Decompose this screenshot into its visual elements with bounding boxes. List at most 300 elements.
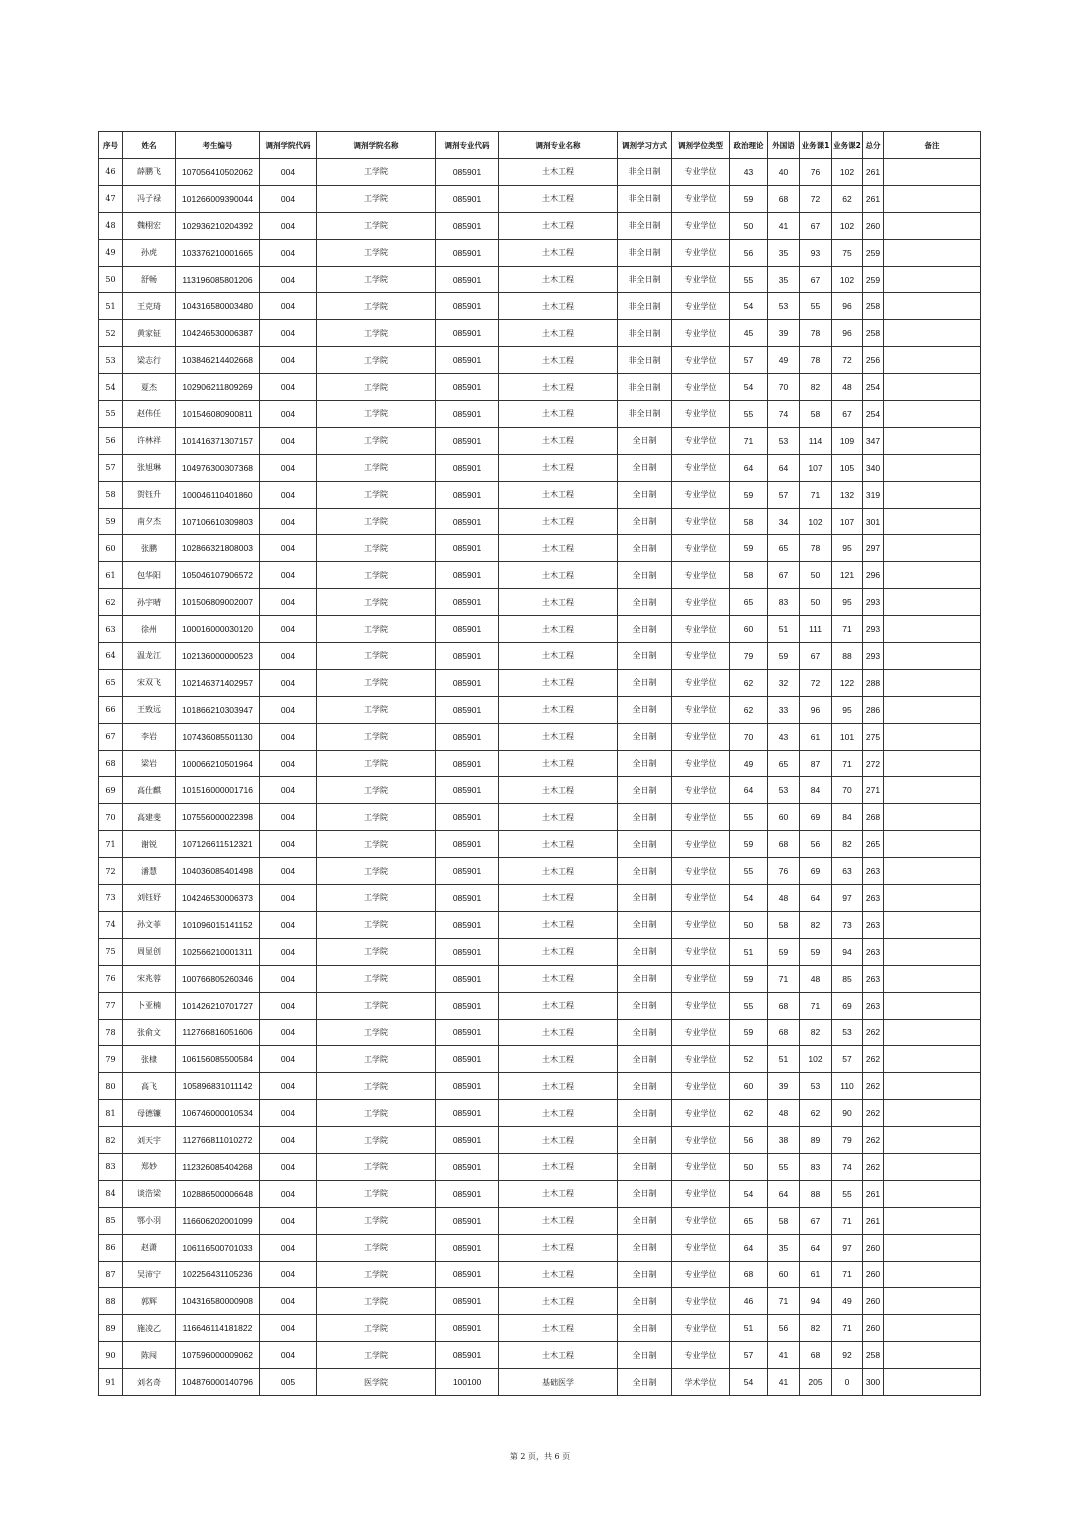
cell-college-name: 工学院 — [317, 1073, 436, 1100]
cell-total: 261 — [863, 1207, 884, 1234]
cell-total: 265 — [863, 831, 884, 858]
cell-total: 263 — [863, 911, 884, 938]
table-row — [99, 427, 981, 454]
cell-exam-id: 100046110401860 — [176, 481, 260, 508]
cell-name: 高飞 — [123, 1073, 176, 1100]
cell-major-code: 085901 — [436, 239, 499, 266]
cell-college-name: 工学院 — [317, 401, 436, 428]
cell-subject1: 64 — [800, 1234, 832, 1261]
cell-college-code: 004 — [260, 1207, 317, 1234]
cell-subject2: 71 — [832, 750, 863, 777]
table-row — [99, 992, 981, 1019]
cell-total: 258 — [863, 293, 884, 320]
cell-total: 263 — [863, 938, 884, 965]
cell-politics: 71 — [730, 427, 768, 454]
cell-degree-type: 专业学位 — [672, 911, 730, 938]
table-row — [99, 401, 981, 428]
cell-college-name: 工学院 — [317, 965, 436, 992]
table-row — [99, 1234, 981, 1261]
cell-subject1: 61 — [800, 1261, 832, 1288]
cell-seq: 69 — [99, 777, 123, 804]
cell-seq: 66 — [99, 696, 123, 723]
cell-politics: 43 — [730, 159, 768, 186]
cell-major-name: 土木工程 — [499, 938, 618, 965]
cell-politics: 54 — [730, 374, 768, 401]
header-remarks: 备注 — [884, 132, 981, 159]
cell-major-name: 土木工程 — [499, 723, 618, 750]
cell-remarks — [884, 669, 981, 696]
table-row — [99, 374, 981, 401]
table-row — [99, 723, 981, 750]
cell-remarks — [884, 965, 981, 992]
cell-politics: 56 — [730, 1127, 768, 1154]
cell-major-name: 土木工程 — [499, 347, 618, 374]
cell-study-mode: 非全日制 — [618, 293, 672, 320]
cell-major-name: 土木工程 — [499, 831, 618, 858]
cell-study-mode: 全日制 — [618, 1234, 672, 1261]
cell-study-mode: 全日制 — [618, 1261, 672, 1288]
cell-remarks — [884, 239, 981, 266]
cell-remarks — [884, 562, 981, 589]
cell-major-name: 土木工程 — [499, 1234, 618, 1261]
cell-college-code: 004 — [260, 1342, 317, 1369]
cell-study-mode: 全日制 — [618, 1100, 672, 1127]
cell-remarks — [884, 1369, 981, 1396]
cell-major-code: 085901 — [436, 1019, 499, 1046]
cell-seq: 89 — [99, 1315, 123, 1342]
cell-foreign-language: 40 — [768, 159, 800, 186]
table-row — [99, 696, 981, 723]
cell-study-mode: 全日制 — [618, 643, 672, 670]
cell-study-mode: 非全日制 — [618, 374, 672, 401]
cell-degree-type: 专业学位 — [672, 185, 730, 212]
cell-seq: 57 — [99, 454, 123, 481]
cell-subject2: 96 — [832, 293, 863, 320]
cell-exam-id: 105046107906572 — [176, 562, 260, 589]
table-row — [99, 1127, 981, 1154]
cell-subject2: 105 — [832, 454, 863, 481]
cell-major-code: 085901 — [436, 858, 499, 885]
cell-college-code: 004 — [260, 1288, 317, 1315]
cell-major-name: 土木工程 — [499, 508, 618, 535]
cell-study-mode: 非全日制 — [618, 212, 672, 239]
cell-name: 刘天宇 — [123, 1127, 176, 1154]
cell-major-code: 085901 — [436, 185, 499, 212]
cell-name: 宋双飞 — [123, 669, 176, 696]
cell-name: 母德镰 — [123, 1100, 176, 1127]
table-row — [99, 185, 981, 212]
cell-subject1: 78 — [800, 535, 832, 562]
header-exam-id: 考生编号 — [176, 132, 260, 159]
cell-name: 冯子禄 — [123, 185, 176, 212]
cell-exam-id: 107556000022398 — [176, 804, 260, 831]
cell-major-code: 085901 — [436, 723, 499, 750]
cell-name: 鄂小羽 — [123, 1207, 176, 1234]
cell-name: 孙文菲 — [123, 911, 176, 938]
cell-exam-id: 104316580003480 — [176, 293, 260, 320]
table-row — [99, 239, 981, 266]
cell-politics: 46 — [730, 1288, 768, 1315]
cell-subject1: 102 — [800, 1046, 832, 1073]
table-row — [99, 535, 981, 562]
cell-college-name: 工学院 — [317, 723, 436, 750]
cell-major-code: 085901 — [436, 427, 499, 454]
cell-seq: 65 — [99, 669, 123, 696]
cell-politics: 58 — [730, 508, 768, 535]
cell-exam-id: 101546080900811 — [176, 401, 260, 428]
cell-major-name: 土木工程 — [499, 1019, 618, 1046]
cell-exam-id: 101516000001716 — [176, 777, 260, 804]
cell-remarks — [884, 185, 981, 212]
cell-college-code: 004 — [260, 481, 317, 508]
cell-name: 魏栩宏 — [123, 212, 176, 239]
cell-name: 张鹏 — [123, 535, 176, 562]
cell-major-name: 土木工程 — [499, 320, 618, 347]
cell-college-code: 004 — [260, 938, 317, 965]
table-row — [99, 750, 981, 777]
cell-name: 潘慧 — [123, 858, 176, 885]
cell-major-code: 085901 — [436, 1046, 499, 1073]
table-row — [99, 885, 981, 912]
cell-seq: 82 — [99, 1127, 123, 1154]
cell-study-mode: 全日制 — [618, 1046, 672, 1073]
cell-subject2: 71 — [832, 1315, 863, 1342]
cell-exam-id: 102906211809269 — [176, 374, 260, 401]
cell-college-code: 004 — [260, 831, 317, 858]
cell-exam-id: 107596000009062 — [176, 1342, 260, 1369]
cell-degree-type: 专业学位 — [672, 831, 730, 858]
cell-exam-id: 101266009390044 — [176, 185, 260, 212]
cell-subject2: 110 — [832, 1073, 863, 1100]
cell-college-name: 工学院 — [317, 347, 436, 374]
cell-exam-id: 107126611512321 — [176, 831, 260, 858]
cell-college-name: 工学院 — [317, 535, 436, 562]
cell-study-mode: 全日制 — [618, 669, 672, 696]
cell-study-mode: 全日制 — [618, 562, 672, 589]
cell-subject1: 82 — [800, 374, 832, 401]
cell-name: 谢锐 — [123, 831, 176, 858]
cell-college-name: 工学院 — [317, 266, 436, 293]
cell-subject2: 71 — [832, 1261, 863, 1288]
cell-major-code: 085901 — [436, 1315, 499, 1342]
cell-college-code: 004 — [260, 508, 317, 535]
cell-subject1: 88 — [800, 1180, 832, 1207]
cell-total: 347 — [863, 427, 884, 454]
cell-college-code: 004 — [260, 212, 317, 239]
cell-college-code: 004 — [260, 885, 317, 912]
cell-remarks — [884, 159, 981, 186]
cell-college-code: 004 — [260, 965, 317, 992]
cell-major-code: 085901 — [436, 696, 499, 723]
cell-remarks — [884, 1019, 981, 1046]
cell-foreign-language: 70 — [768, 374, 800, 401]
cell-exam-id: 103376210001665 — [176, 239, 260, 266]
cell-name: 梁志行 — [123, 347, 176, 374]
cell-exam-id: 112766811010272 — [176, 1127, 260, 1154]
cell-college-code: 004 — [260, 1127, 317, 1154]
cell-subject2: 109 — [832, 427, 863, 454]
table-row — [99, 159, 981, 186]
cell-subject2: 97 — [832, 1234, 863, 1261]
cell-remarks — [884, 266, 981, 293]
cell-remarks — [884, 589, 981, 616]
cell-college-code: 004 — [260, 992, 317, 1019]
cell-politics: 60 — [730, 1073, 768, 1100]
cell-subject1: 114 — [800, 427, 832, 454]
cell-name: 包华阳 — [123, 562, 176, 589]
cell-college-code: 004 — [260, 696, 317, 723]
cell-politics: 57 — [730, 1342, 768, 1369]
cell-politics: 59 — [730, 965, 768, 992]
table-row — [99, 669, 981, 696]
cell-major-name: 土木工程 — [499, 401, 618, 428]
cell-total: 293 — [863, 616, 884, 643]
cell-seq: 53 — [99, 347, 123, 374]
cell-subject2: 85 — [832, 965, 863, 992]
cell-college-code: 004 — [260, 454, 317, 481]
cell-foreign-language: 41 — [768, 212, 800, 239]
cell-college-name: 工学院 — [317, 777, 436, 804]
cell-major-name: 土木工程 — [499, 1100, 618, 1127]
cell-remarks — [884, 1234, 981, 1261]
cell-remarks — [884, 293, 981, 320]
cell-college-name: 工学院 — [317, 1261, 436, 1288]
cell-subject2: 70 — [832, 777, 863, 804]
cell-college-name: 工学院 — [317, 293, 436, 320]
cell-major-name: 基础医学 — [499, 1369, 618, 1396]
cell-exam-id: 101506809002007 — [176, 589, 260, 616]
cell-politics: 52 — [730, 1046, 768, 1073]
cell-foreign-language: 68 — [768, 992, 800, 1019]
cell-remarks — [884, 481, 981, 508]
cell-politics: 62 — [730, 669, 768, 696]
cell-degree-type: 专业学位 — [672, 616, 730, 643]
cell-remarks — [884, 1180, 981, 1207]
cell-total: 268 — [863, 804, 884, 831]
cell-politics: 70 — [730, 723, 768, 750]
cell-college-code: 004 — [260, 750, 317, 777]
cell-politics: 59 — [730, 185, 768, 212]
cell-seq: 72 — [99, 858, 123, 885]
cell-remarks — [884, 911, 981, 938]
cell-foreign-language: 60 — [768, 1261, 800, 1288]
cell-college-name: 工学院 — [317, 185, 436, 212]
cell-degree-type: 专业学位 — [672, 1046, 730, 1073]
cell-college-code: 004 — [260, 427, 317, 454]
cell-major-code: 085901 — [436, 159, 499, 186]
cell-degree-type: 专业学位 — [672, 347, 730, 374]
cell-remarks — [884, 1207, 981, 1234]
cell-politics: 64 — [730, 777, 768, 804]
cell-study-mode: 全日制 — [618, 1153, 672, 1180]
cell-remarks — [884, 1153, 981, 1180]
cell-remarks — [884, 643, 981, 670]
cell-subject2: 102 — [832, 212, 863, 239]
cell-total: 263 — [863, 858, 884, 885]
cell-college-name: 医学院 — [317, 1369, 436, 1396]
cell-foreign-language: 71 — [768, 965, 800, 992]
cell-exam-id: 107056410502062 — [176, 159, 260, 186]
cell-politics: 55 — [730, 804, 768, 831]
cell-seq: 81 — [99, 1100, 123, 1127]
cell-major-name: 土木工程 — [499, 750, 618, 777]
cell-subject2: 79 — [832, 1127, 863, 1154]
cell-foreign-language: 74 — [768, 401, 800, 428]
cell-subject1: 87 — [800, 750, 832, 777]
cell-name: 温龙江 — [123, 643, 176, 670]
cell-name: 赵潇 — [123, 1234, 176, 1261]
cell-politics: 62 — [730, 1100, 768, 1127]
cell-foreign-language: 55 — [768, 1153, 800, 1180]
cell-seq: 76 — [99, 965, 123, 992]
table-row — [99, 831, 981, 858]
cell-major-code: 100100 — [436, 1369, 499, 1396]
cell-seq: 46 — [99, 159, 123, 186]
cell-study-mode: 全日制 — [618, 427, 672, 454]
cell-major-code: 085901 — [436, 266, 499, 293]
cell-total: 260 — [863, 1315, 884, 1342]
header-subject2: 业务课2 — [832, 132, 863, 159]
cell-college-code: 004 — [260, 777, 317, 804]
cell-foreign-language: 68 — [768, 831, 800, 858]
cell-study-mode: 全日制 — [618, 1207, 672, 1234]
cell-exam-id: 107436085501130 — [176, 723, 260, 750]
cell-college-name: 工学院 — [317, 1288, 436, 1315]
table-row — [99, 643, 981, 670]
cell-study-mode: 全日制 — [618, 858, 672, 885]
cell-seq: 84 — [99, 1180, 123, 1207]
table-row — [99, 1019, 981, 1046]
cell-total: 319 — [863, 481, 884, 508]
cell-degree-type: 专业学位 — [672, 858, 730, 885]
cell-major-code: 085901 — [436, 992, 499, 1019]
cell-major-name: 土木工程 — [499, 535, 618, 562]
cell-major-code: 085901 — [436, 669, 499, 696]
cell-total: 261 — [863, 185, 884, 212]
cell-seq: 83 — [99, 1153, 123, 1180]
cell-major-code: 085901 — [436, 562, 499, 589]
cell-remarks — [884, 212, 981, 239]
cell-major-code: 085901 — [436, 1207, 499, 1234]
cell-exam-id: 102566210001311 — [176, 938, 260, 965]
cell-subject2: 75 — [832, 239, 863, 266]
cell-degree-type: 专业学位 — [672, 1180, 730, 1207]
cell-exam-id: 106116500701033 — [176, 1234, 260, 1261]
cell-college-name: 工学院 — [317, 212, 436, 239]
cell-major-name: 土木工程 — [499, 1046, 618, 1073]
cell-seq: 56 — [99, 427, 123, 454]
cell-name: 孙宇晴 — [123, 589, 176, 616]
cell-name: 宋兆蓉 — [123, 965, 176, 992]
cell-college-name: 工学院 — [317, 1234, 436, 1261]
cell-major-name: 土木工程 — [499, 454, 618, 481]
cell-seq: 91 — [99, 1369, 123, 1396]
cell-seq: 51 — [99, 293, 123, 320]
cell-seq: 64 — [99, 643, 123, 670]
table-row — [99, 1100, 981, 1127]
cell-total: 262 — [863, 1019, 884, 1046]
cell-major-name: 土木工程 — [499, 696, 618, 723]
cell-study-mode: 非全日制 — [618, 159, 672, 186]
cell-subject2: 95 — [832, 696, 863, 723]
header-college-name: 调剂学院名称 — [317, 132, 436, 159]
cell-major-code: 085901 — [436, 293, 499, 320]
cell-major-name: 土木工程 — [499, 1261, 618, 1288]
cell-college-code: 004 — [260, 1153, 317, 1180]
cell-college-code: 004 — [260, 374, 317, 401]
table-row — [99, 454, 981, 481]
cell-degree-type: 学术学位 — [672, 1369, 730, 1396]
cell-remarks — [884, 1342, 981, 1369]
table-row — [99, 320, 981, 347]
cell-subject1: 78 — [800, 347, 832, 374]
header-major-name: 调剂专业名称 — [499, 132, 618, 159]
cell-subject1: 71 — [800, 481, 832, 508]
admission-table — [98, 131, 981, 1396]
cell-major-code: 085901 — [436, 831, 499, 858]
cell-exam-id: 102866321808003 — [176, 535, 260, 562]
header-foreign-language: 外国语 — [768, 132, 800, 159]
cell-college-code: 004 — [260, 185, 317, 212]
cell-seq: 88 — [99, 1288, 123, 1315]
cell-college-code: 004 — [260, 401, 317, 428]
cell-college-name: 工学院 — [317, 831, 436, 858]
cell-exam-id: 107106610309803 — [176, 508, 260, 535]
cell-seq: 90 — [99, 1342, 123, 1369]
cell-college-name: 工学院 — [317, 1342, 436, 1369]
cell-study-mode: 全日制 — [618, 911, 672, 938]
cell-subject1: 94 — [800, 1288, 832, 1315]
cell-foreign-language: 35 — [768, 266, 800, 293]
cell-total: 261 — [863, 1180, 884, 1207]
cell-name: 张棣 — [123, 1046, 176, 1073]
cell-exam-id: 103846214402668 — [176, 347, 260, 374]
cell-college-code: 005 — [260, 1369, 317, 1396]
cell-remarks — [884, 831, 981, 858]
cell-foreign-language: 39 — [768, 320, 800, 347]
cell-seq: 60 — [99, 535, 123, 562]
cell-subject1: 82 — [800, 1019, 832, 1046]
cell-subject1: 55 — [800, 293, 832, 320]
cell-exam-id: 106156085500584 — [176, 1046, 260, 1073]
cell-foreign-language: 56 — [768, 1315, 800, 1342]
table-row — [99, 1207, 981, 1234]
cell-subject1: 93 — [800, 239, 832, 266]
cell-seq: 77 — [99, 992, 123, 1019]
cell-degree-type: 专业学位 — [672, 1342, 730, 1369]
table-row — [99, 1342, 981, 1369]
table-row — [99, 562, 981, 589]
table-row — [99, 589, 981, 616]
cell-major-name: 土木工程 — [499, 965, 618, 992]
cell-subject1: 59 — [800, 938, 832, 965]
cell-total: 260 — [863, 1234, 884, 1261]
table-row — [99, 293, 981, 320]
cell-foreign-language: 33 — [768, 696, 800, 723]
cell-degree-type: 专业学位 — [672, 508, 730, 535]
cell-exam-id: 101416371307157 — [176, 427, 260, 454]
cell-subject2: 122 — [832, 669, 863, 696]
cell-college-code: 004 — [260, 1046, 317, 1073]
cell-degree-type: 专业学位 — [672, 1100, 730, 1127]
cell-politics: 65 — [730, 589, 768, 616]
cell-major-name: 土木工程 — [499, 1288, 618, 1315]
cell-college-code: 004 — [260, 669, 317, 696]
cell-remarks — [884, 616, 981, 643]
cell-seq: 86 — [99, 1234, 123, 1261]
cell-college-code: 004 — [260, 643, 317, 670]
cell-major-code: 085901 — [436, 750, 499, 777]
